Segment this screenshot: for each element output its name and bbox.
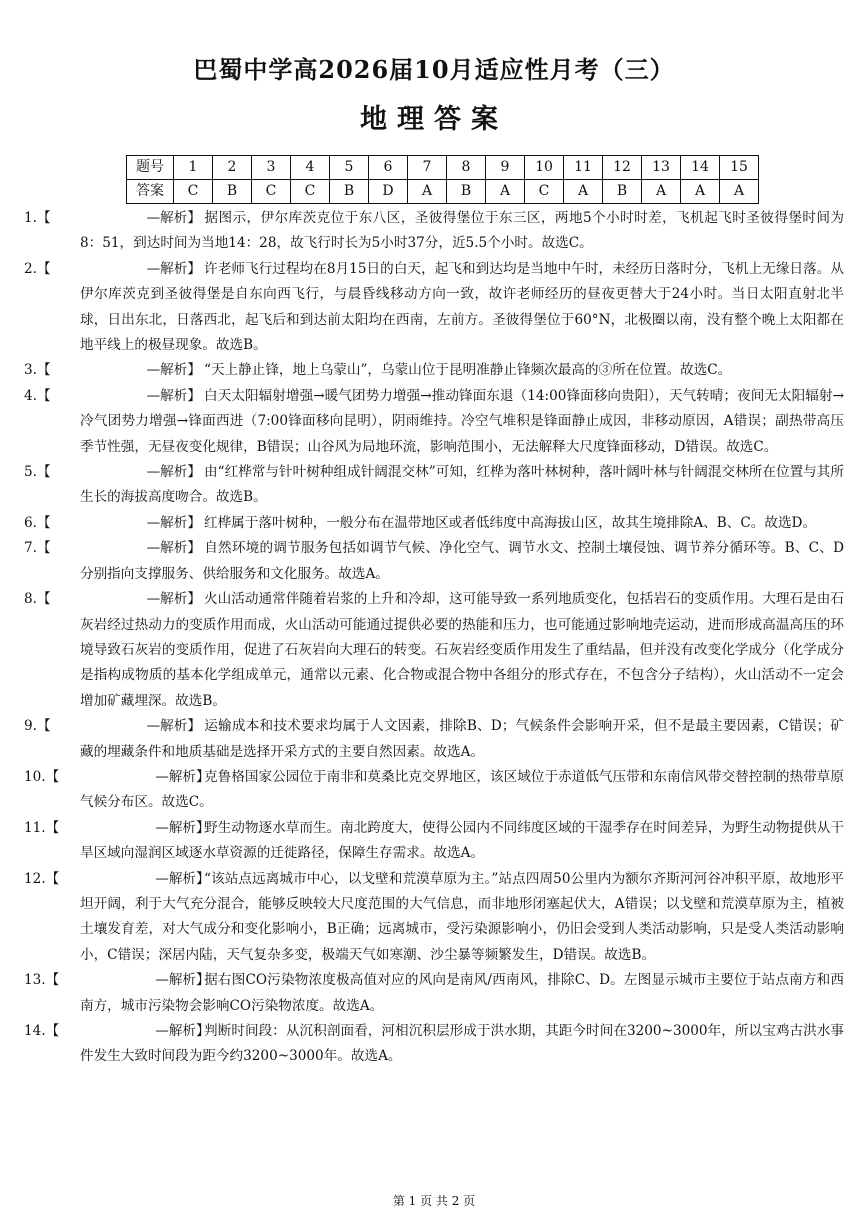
item-number bbox=[24, 460, 201, 485]
question-number: 10 bbox=[525, 156, 564, 180]
item-text-body: 据右图CO污染物浓度极高值对应的风向是南风/西南风，排除C、D。左图显示城市主要位于站点南方和西南方，城市污染物会影响CO污染物浓度。故选A。 bbox=[80, 972, 844, 1014]
item-tag: —解析】 bbox=[155, 768, 210, 785]
explanation-item bbox=[24, 536, 844, 587]
item-number bbox=[24, 511, 201, 536]
item-number bbox=[24, 384, 201, 409]
answer-cell: C bbox=[252, 180, 291, 204]
item-number-text: 9.【 bbox=[24, 718, 51, 735]
page-footer: 第 1 页 共 2 页 bbox=[392, 1194, 476, 1208]
item-tag: —解析】 bbox=[146, 464, 201, 481]
question-number: 13 bbox=[642, 156, 681, 180]
explanation-item bbox=[24, 358, 844, 383]
item-number-text: 7.【 bbox=[24, 540, 51, 557]
question-number: 14 bbox=[681, 156, 720, 180]
item-number-text: 14.【 bbox=[24, 1023, 60, 1039]
item-text-body: 野生动物逐水草而生。南北跨度大，使得公园内不同纬度区域的干湿季存在时间差异，为野生动物提供从干旱区域向湿润区域逐水草资源的迁徙路径，保障生存需求。故选A。 bbox=[80, 819, 844, 862]
item-text-body: 红桦属于落叶树种，一般分布在温带地区或者低纬度中高海拔山区，故其生境排除A、B、C。故选D。 bbox=[204, 514, 817, 531]
answer-table bbox=[126, 155, 759, 204]
item-number bbox=[24, 206, 201, 231]
item-tag: —解析】 bbox=[155, 819, 210, 836]
item-number bbox=[24, 587, 201, 612]
explanation-item bbox=[24, 511, 844, 536]
item-number bbox=[24, 1019, 210, 1044]
answer-cell: C bbox=[291, 180, 330, 204]
item-tag: —解析】 bbox=[146, 718, 201, 735]
item-tag: —解析】 bbox=[146, 210, 201, 226]
item-text-body: 火山活动通常伴随着岩浆的上升和冷却，这可能导致一系列地质变化，包括岩石的变质作用。大理石是由石灰岩经过热动力的变质作用而成，火山活动可能通过提供必要的热能和压力，也可能通过影响地壳运动，进而形成高温高压的环境导致石灰岩的变质作用，促进了石灰岩向大理石的转变。石灰岩经变质作用发生了重结晶，但并没有改变化学成分（化学成分是指构成物质的基本化学组成单元，通常以元素、化合物或混合物中各组分的形式存在，不包含分子结构），火山活动不一定会增加矿藏埋深。故选B。 bbox=[80, 591, 844, 709]
item-number bbox=[24, 358, 201, 383]
item-number bbox=[24, 257, 201, 282]
item-number bbox=[24, 536, 201, 561]
item-number-text: 13.【 bbox=[24, 972, 60, 989]
question-number: 12 bbox=[603, 156, 642, 180]
question-number: 9 bbox=[486, 156, 525, 180]
explanation-item bbox=[24, 587, 844, 714]
item-number bbox=[24, 968, 210, 993]
item-tag: —解析】 bbox=[155, 1023, 210, 1039]
explanation-item bbox=[24, 1019, 844, 1070]
item-tag: —解析】 bbox=[155, 870, 210, 887]
item-text-body: 许老师飞行过程均在8月15日的白天，起飞和到达均是当地中午时，未经历日落时分，飞机上无缘日落。从伊尔库茨克到圣彼得堡是自东向西飞行，与晨昏线移动方向一致，故许老师经历的昼夜更替大于24小时。当日太阳直射北半球，日出东北，日落西北，起飞后和到达前太阳均在西南，左前方。圣彼得堡位于60°N，北极圈以南，没有整个晚上太阳都在地平线上的极昼现象。故选B。 bbox=[80, 260, 844, 354]
explanation-item bbox=[24, 968, 844, 1019]
item-number-text: 1.【 bbox=[24, 210, 51, 226]
answer-cell: A bbox=[720, 180, 759, 204]
item-tag: —解析】 bbox=[146, 387, 201, 404]
item-text-body: “该站点远离城市中心，以戈壁和荒漠草原为主。”站点四周50公里内为额尔齐斯河河谷冲积平原，故地形平坦开阔，利于大气充分混合，能够反映较大尺度范围的大气信息，而非地形闭塞起伏大，A错误；以戈壁和荒漠草原为主，植被土壤发育差，对大气成分和变化影响小，B正确；远离城市，受污染源影响小，仍旧会受到人类活动影响，只是受人类活动影响小，C错误；深居内陆，天气复杂多变，极端天气如寒潮、沙尘暴等频繁发生，D错误。故选B。 bbox=[80, 870, 844, 963]
item-number-text: 11.【 bbox=[24, 819, 60, 836]
answer-cell: A bbox=[408, 180, 447, 204]
answer-cell: C bbox=[174, 180, 213, 204]
question-number: 3 bbox=[252, 156, 291, 180]
explanation-item bbox=[24, 714, 844, 765]
item-text-body: 克鲁格国家公园位于南非和莫桑比克交界地区，该区域位于赤道低气压带和东南信风带交替控制的热带草原气候分布区。故选C。 bbox=[80, 768, 844, 811]
item-text-body: 据图示，伊尔库茨克位于东八区，圣彼得堡位于东三区，两地5个小时时差，飞机起飞时圣彼得堡时间为8：51，到达时间为当地14：28，故飞行时长为5小时37分，近5.5个小时。故选C。 bbox=[80, 210, 844, 252]
item-tag: —解析】 bbox=[146, 362, 201, 379]
page-subtitle: 地理答案 bbox=[360, 104, 508, 135]
explanation-item bbox=[24, 867, 844, 969]
explanation-item bbox=[24, 257, 844, 359]
item-text-body: “天上静止锋，地上乌蒙山”，乌蒙山位于昆明准静止锋频次最高的③所在位置。故选C。 bbox=[204, 362, 732, 379]
question-number: 15 bbox=[720, 156, 759, 180]
question-number: 4 bbox=[291, 156, 330, 180]
answer-cell: B bbox=[447, 180, 486, 204]
item-number bbox=[24, 867, 210, 892]
row-label-answer: 答案 bbox=[127, 180, 174, 204]
answer-cell: A bbox=[642, 180, 681, 204]
question-number: 7 bbox=[408, 156, 447, 180]
item-text-body: 白天太阳辐射增强→暖气团势力增强→推动锋面东退（14:00锋面移向贵阳），天气转晴；夜间无太阳辐射→冷气团势力增强→锋面西进（7:00锋面移向昆明），阴雨维持。冷空气堆积是锋面静止成因，非移动原因，A错误；副热带高压季节性强，无昼夜变化规律，B错误；山谷风为局地环流，影响范围小，无法解释大尺度锋面移动，D错误。故选C。 bbox=[80, 387, 844, 455]
question-number: 11 bbox=[564, 156, 603, 180]
item-tag: —解析】 bbox=[146, 540, 201, 557]
question-number: 8 bbox=[447, 156, 486, 180]
item-number-text: 10.【 bbox=[24, 768, 60, 785]
item-tag: —解析】 bbox=[146, 591, 201, 608]
item-number bbox=[24, 816, 210, 841]
question-number-row bbox=[127, 156, 759, 180]
item-number-text: 6.【 bbox=[24, 514, 51, 531]
page-title: 巴蜀中学高2026届10月适应性月考（三） bbox=[193, 55, 675, 84]
item-number-text: 3.【 bbox=[24, 362, 51, 379]
item-number bbox=[24, 765, 210, 790]
answer-cell: B bbox=[213, 180, 252, 204]
item-number-text: 12.【 bbox=[24, 870, 60, 887]
item-number-text: 8.【 bbox=[24, 591, 51, 608]
item-text-body: 运输成本和技术要求均属于人文因素，排除B、D；气候条件会影响开采，但不是最主要因素，C错误；矿藏的埋藏条件和地质基础是选择开采方式的主要自然因素。故选A。 bbox=[80, 718, 844, 760]
answer-cell: C bbox=[525, 180, 564, 204]
question-number: 2 bbox=[213, 156, 252, 180]
question-number: 5 bbox=[330, 156, 369, 180]
answer-cell: D bbox=[369, 180, 408, 204]
explanation-list bbox=[24, 206, 844, 1070]
answer-row bbox=[127, 180, 759, 204]
row-label-question: 题号 bbox=[127, 156, 174, 180]
answer-cell: B bbox=[330, 180, 369, 204]
item-text-body: 判断时间段：从沉积剖面看，河相沉积层形成于洪水期，其距今时间在3200~3000年，所以宝鸡古洪水事件发生大致时间段为距今约3200~3000年。故选A。 bbox=[80, 1023, 844, 1065]
item-text-body: 由“红桦常与针叶树种组成针阔混交林”可知，红桦为落叶林树种，落叶阔叶林与针阔混交林所在位置与其所生长的海拔高度吻合。故选B。 bbox=[80, 464, 844, 506]
item-text-body: 自然环境的调节服务包括如调节气候、净化空气、调节水文、控制土壤侵蚀、调节养分循环等。B、C、D分别指向支撑服务、供给服务和文化服务。故选A。 bbox=[80, 540, 844, 582]
explanation-item bbox=[24, 765, 844, 816]
explanation-item bbox=[24, 460, 844, 511]
explanation-item bbox=[24, 206, 844, 257]
item-tag: —解析】 bbox=[146, 260, 201, 277]
item-number-text: 4.【 bbox=[24, 387, 51, 404]
answer-cell: A bbox=[681, 180, 720, 204]
explanation-item bbox=[24, 816, 844, 867]
item-tag: —解析】 bbox=[155, 972, 210, 989]
item-number-text: 2.【 bbox=[24, 260, 51, 277]
item-number bbox=[24, 714, 201, 739]
answer-cell: A bbox=[486, 180, 525, 204]
item-tag: —解析】 bbox=[146, 514, 201, 531]
item-number-text: 5.【 bbox=[24, 464, 51, 481]
answer-cell: A bbox=[564, 180, 603, 204]
answer-cell: B bbox=[603, 180, 642, 204]
explanation-item bbox=[24, 384, 844, 460]
question-number: 6 bbox=[369, 156, 408, 180]
question-number: 1 bbox=[174, 156, 213, 180]
